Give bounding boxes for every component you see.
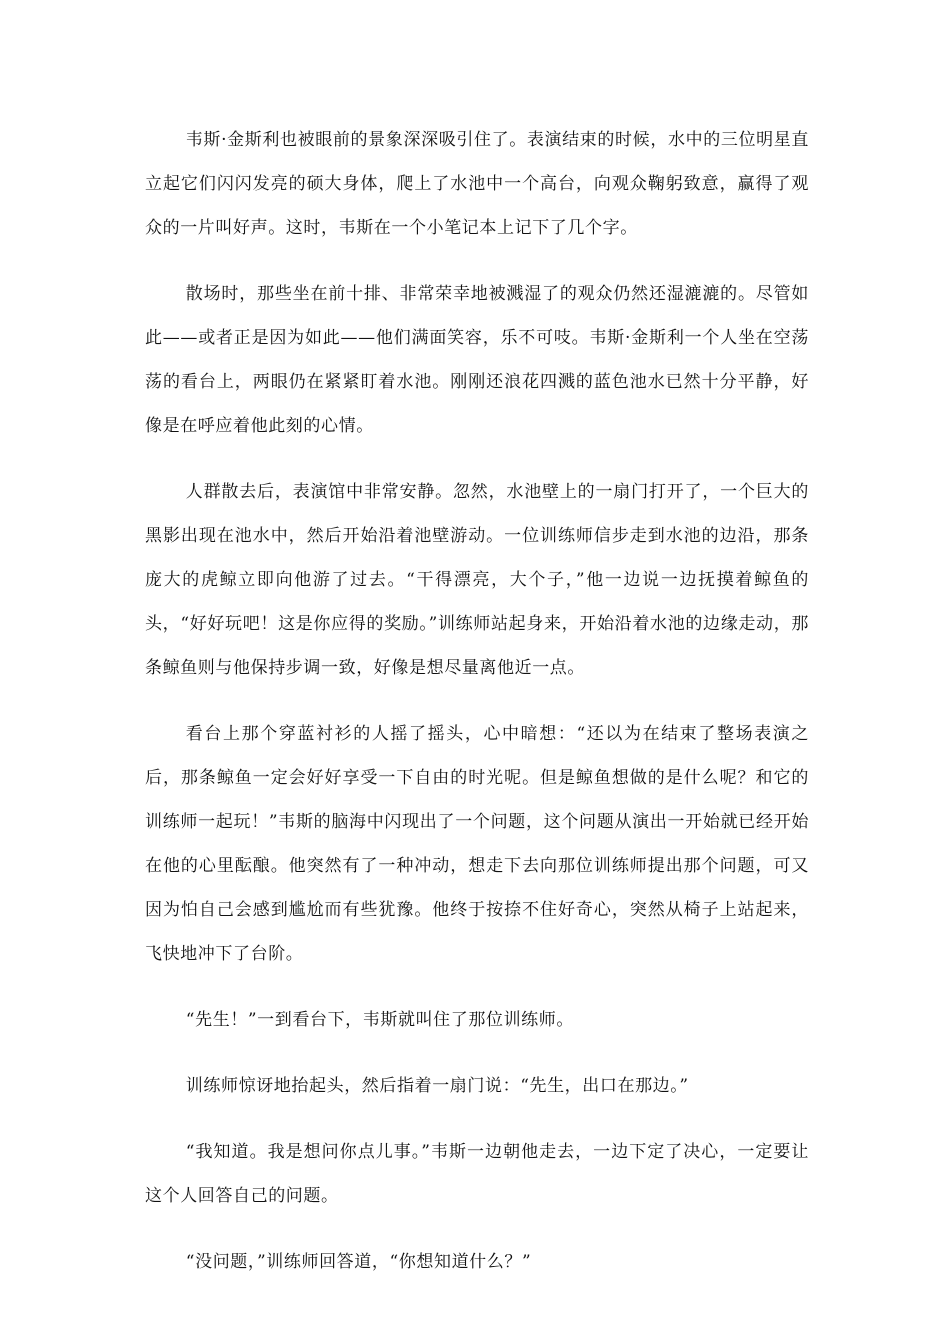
paragraph-6: 训练师惊讶地抬起头，然后指着一扇门说：“先生，出口在那边。” [185, 1076, 689, 1096]
document-body [145, 118, 809, 1306]
paragraph-8: “没问题，”训练师回答道，“你想知道什么？” [185, 1252, 532, 1272]
paragraph-4: 看台上那个穿蓝衬衫的人摇了摇头，心中暗想：“还以为在结束了整场表演之后，那条鲸鱼一定会好好享受一下自由的时光呢。但是鲸鱼想做的是什么呢？和它的训练师一起玩！”韦斯的脑海中闪现出了一个问题，这个问题从演出一开始就已经开始在他的心里酝酿。他突然有了一种冲动，想走下去向那位训练师提出那个问题，可又因为怕自己会感到尴尬而有些犹豫。他终于按捺不住好奇心，突然从椅子上站起来，飞快地冲下了台阶。 [145, 724, 809, 964]
paragraph-7: “我知道。我是想问你点儿事。”韦斯一边朝他走去，一边下定了决心，一定要让这个人回答自己的问题。 [145, 1142, 809, 1206]
paragraph-1: 韦斯·金斯利也被眼前的景象深深吸引住了。表演结束的时候，水中的三位明星直立起它们闪闪发亮的硕大身体，爬上了水池中一个高台，向观众鞠躬致意，赢得了观众的一片叫好声。这时，韦斯在一个小笔记本上记下了几个字。 [145, 130, 809, 238]
paragraph-3: 人群散去后，表演馆中非常安静。忽然，水池壁上的一扇门打开了，一个巨大的黑影出现在池水中，然后开始沿着池壁游动。一位训练师信步走到水池的边沿，那条庞大的虎鲸立即向他游了过去。“干得漂亮，大个子，”他一边说一边抚摸着鲸鱼的头，“好好玩吧！这是你应得的奖励。”训练师站起身来，开始沿着水池的边缘走动，那条鲸鱼则与他保持步调一致，好像是想尽量离他近一点。 [145, 482, 809, 678]
paragraph-2: 散场时，那些坐在前十排、非常荣幸地被溅湿了的观众仍然还湿漉漉的。尽管如此——或者正是因为如此——他们满面笑容，乐不可吱。韦斯·金斯利一个人坐在空荡荡的看台上，两眼仍在紧紧盯着水池。刚刚还浪花四溅的蓝色池水已然十分平静，好像是在呼应着他此刻的心情。 [145, 284, 809, 436]
paragraph-5: “先生！”一到看台下，韦斯就叫住了那位训练师。 [185, 1010, 574, 1030]
